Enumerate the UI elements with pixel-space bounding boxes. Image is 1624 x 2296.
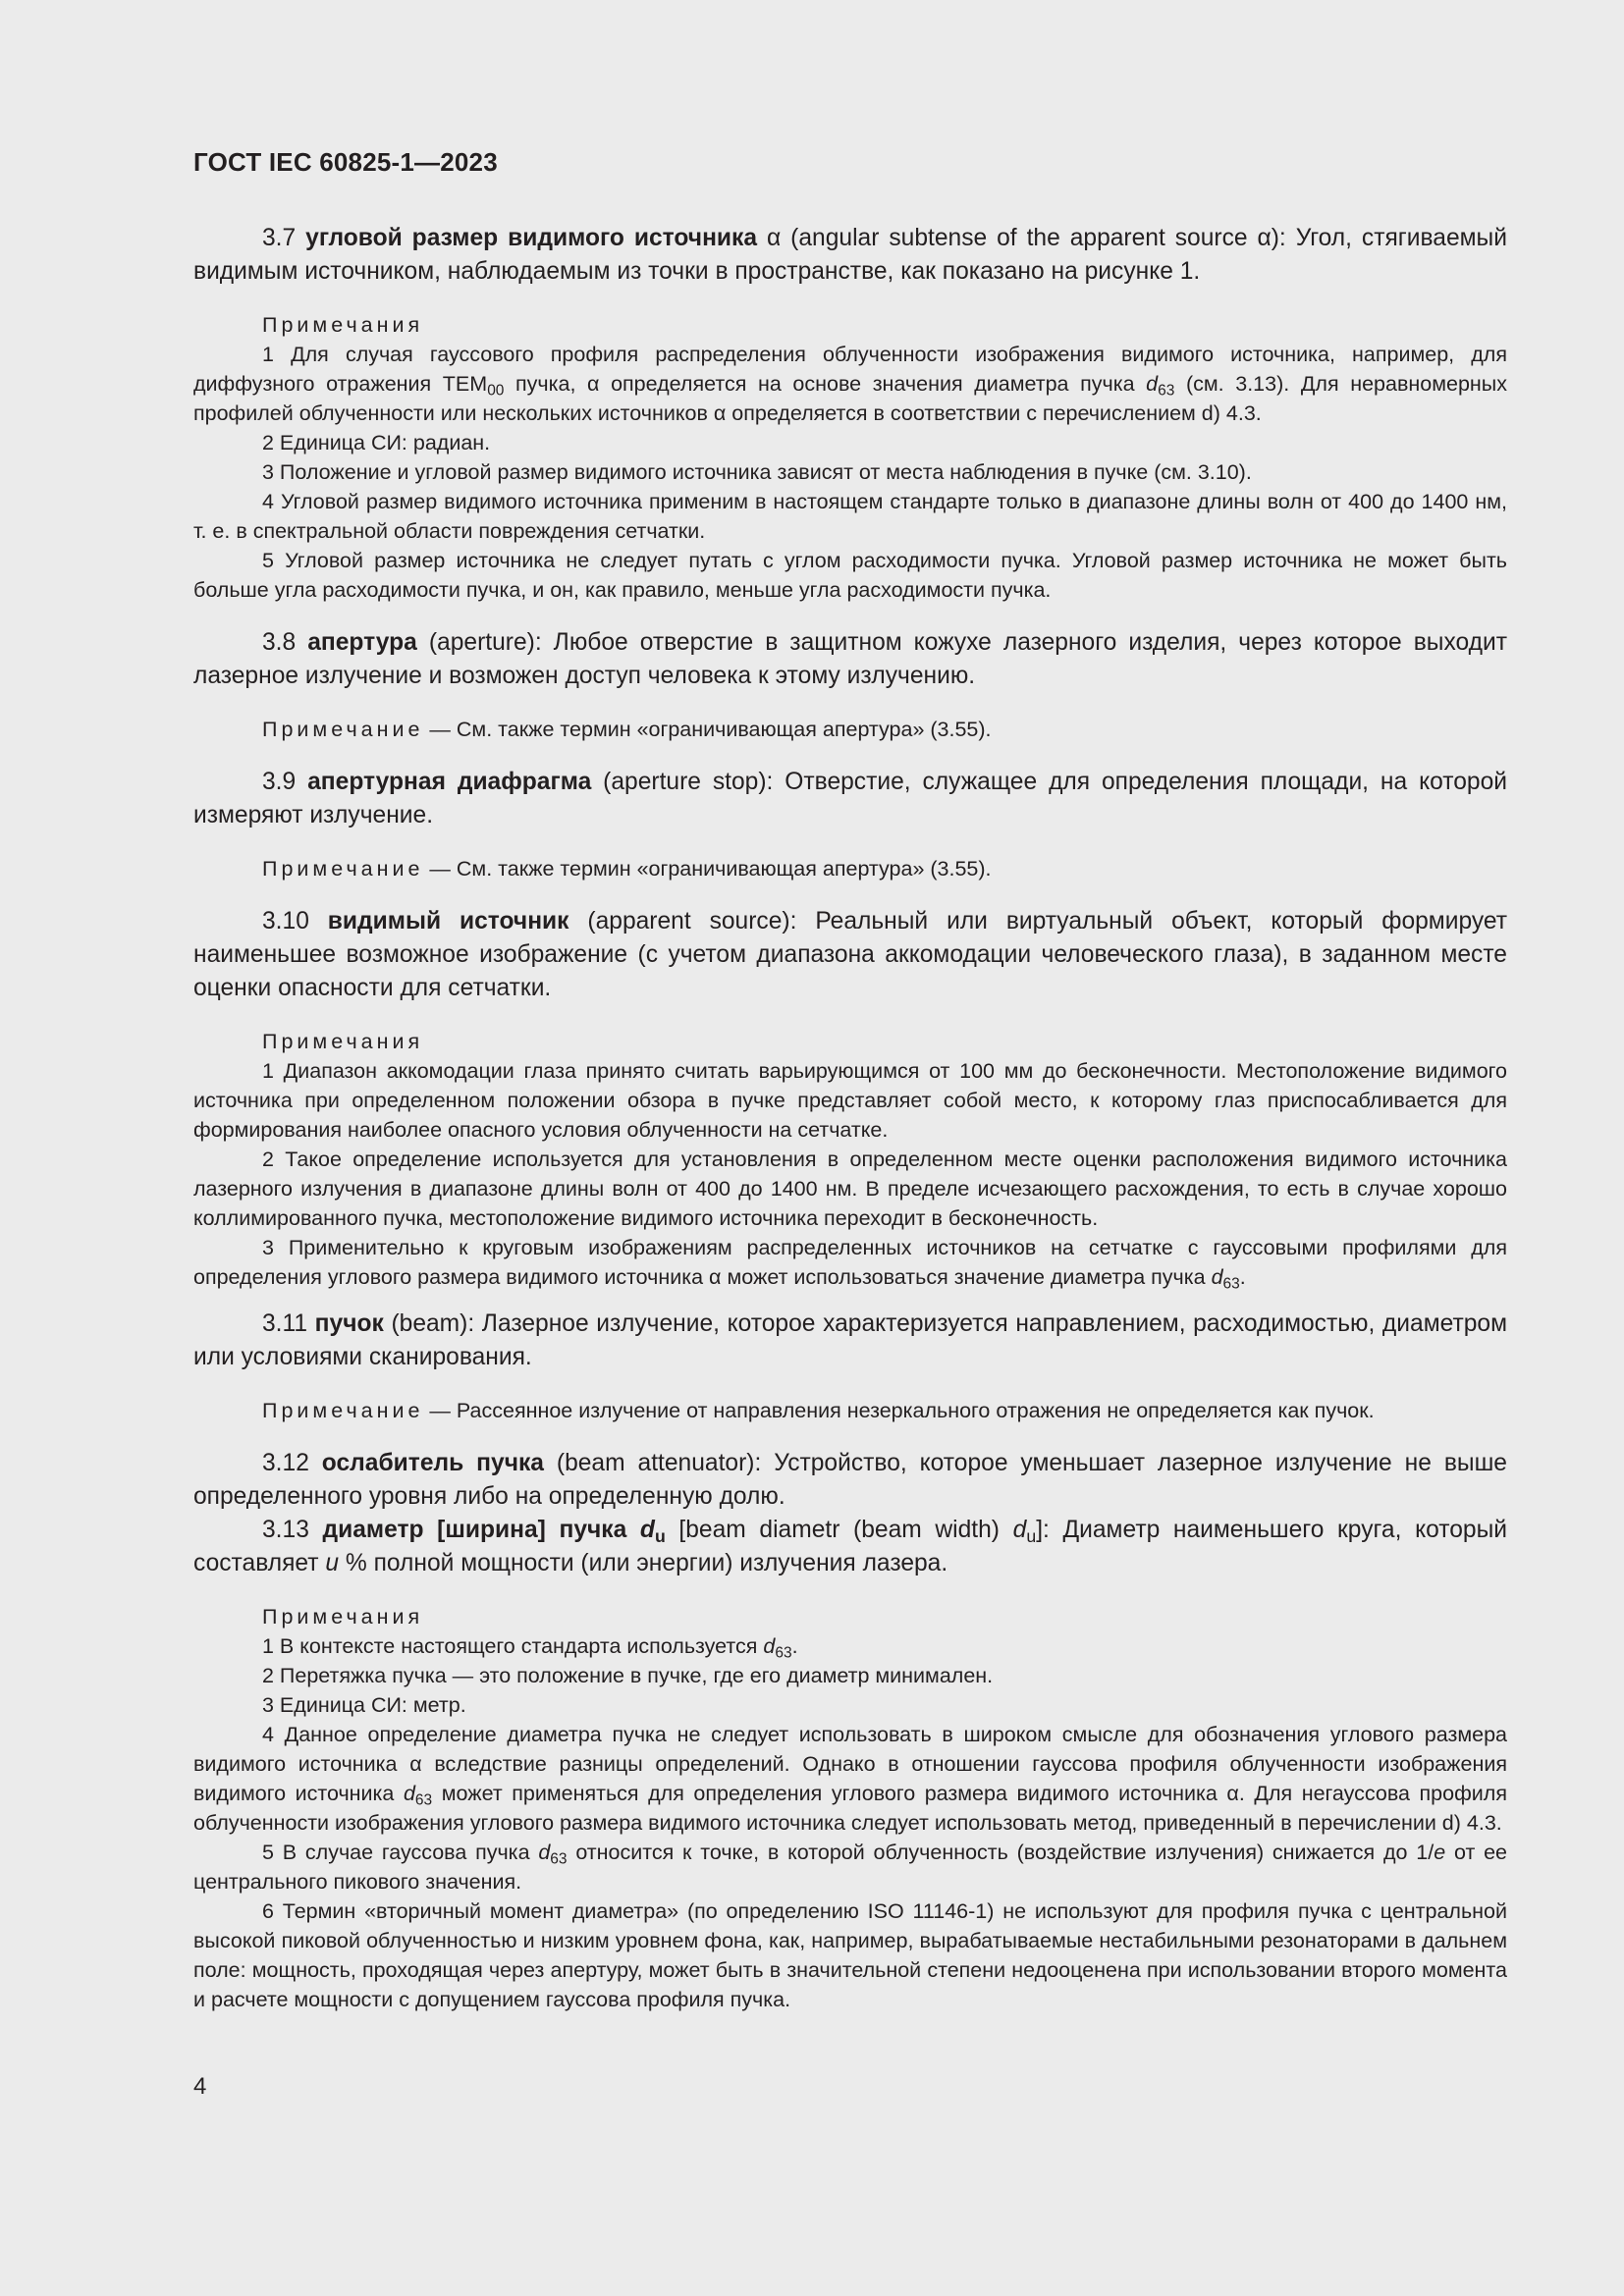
note-3-13-1: 1 В контексте настоящего стандарта используется $d_{63}$. [262, 1634, 798, 1662]
note-3-9: Примечание — См. также термин «ограничивающая апертура» (3.55). [262, 857, 992, 881]
term-title: видимый источник [327, 908, 569, 934]
note-3-13-5: 5 В случае гауссова пучка $d_{63}$ относится к точке, в которой облученность (воздействие излучения) снижается до 1/e от ее центрального пикового значения. [193, 1841, 1508, 1894]
note-3-7-3: 3 Положение и угловой размер видимого источника зависят от места наблюдения в пучке (см. 3.10). [262, 460, 1252, 484]
note-3-13-2: 2 Перетяжка пучка — это положение в пучке, где его диаметр минимален. [262, 1664, 994, 1687]
document-body [193, 222, 1507, 2014]
term-3-7: 3.7 угловой размер видимого источника α (angular subtense of the apparent source α): Угол, стягиваемый видимым источником, наблюдаемым из точки в пространстве, как показано на рисунке 1. [193, 225, 1507, 285]
note-3-11: Примечание — Рассеянное излучение от направления незеркального отражения не определяется как пучок. [262, 1399, 1375, 1422]
note-3-13-3: 3 Единица СИ: метр. [262, 1693, 466, 1717]
page-number: 4 [193, 2073, 207, 2100]
notes-title: Примечания [262, 313, 424, 337]
term-title: апертурная диафрагма [307, 769, 592, 795]
term-3-9: 3.9 апертурная диафрагма (aperture stop): Отверстие, служащее для определения площади, на которой измеряют излучение. [193, 769, 1508, 828]
term-title: диаметр [ширина] пучка $d_u$ [322, 1517, 666, 1546]
term-3-11: 3.11 пучок (beam): Лазерное излучение, которое характеризуется направлением, расходимостью, диаметром или условиями сканирования. [193, 1310, 1507, 1370]
note-3-13-4: 4 Данное определение диаметра пучка не следует использовать в широком смысле для обозначения углового размера видимого источника α вследствие разницы определений. Однако в отношении гауссова профиля облученности изображения видимого источника $d_{63}$ может применяться для определения углового размера видимого источника α. Для негауссова профиля облученности изображения углового размера видимого источника следует использовать метод, приведенный в перечислении d) 4.3. [193, 1723, 1507, 1835]
document-header: ГОСТ IEC 60825-1—2023 [193, 147, 498, 177]
term-title: пучок [314, 1310, 384, 1337]
note-3-10-2: 2 Такое определение используется для установления в определенном месте оценки расположения видимого источника лазерного излучения в диапазоне длины волн от 400 до 1400 нм. В пределе исчезающего расхождения, то есть в случае хорошо коллимированного пучка, местоположение видимого источника переходит в бесконечность. [193, 1148, 1507, 1230]
note-3-8: Примечание — См. также термин «ограничивающая апертура» (3.55). [262, 718, 992, 741]
term-title: апертура [307, 629, 417, 656]
term-3-13: 3.13 диаметр [ширина] пучка $d_u$ [beam diametr (beam width) $d_u$]: Диаметр наименьшего круга, который составляет u % полной мощности (или энергии) излучения лазера. [193, 1517, 1508, 1576]
term-title: ослабитель пучка [321, 1450, 544, 1476]
note-3-7-2: 2 Единица СИ: радиан. [262, 431, 491, 454]
term-3-8: 3.8 апертура (aperture): Любое отверстие в защитном кожухе лазерного изделия, через которое выходит лазерное излучение и возможен доступ человека к этому излучению. [193, 629, 1507, 689]
note-3-7-1: 1 Для случая гауссового профиля распределения облученности изображения видимого источника, например, для диффузного отражения $TEM_{00}$ пучка, α определяется на основе значения диаметра пучка $d_{63}$ (см. 3.13). Для неравномерных профилей облученности или нескольких источников α определяется в соответствии с перечислением d) 4.3. [193, 343, 1507, 425]
note-3-7-4: 4 Угловой размер видимого источника применим в настоящем стандарте только в диапазоне длины волн от 400 до 1400 нм, т. е. в спектральной области повреждения сетчатки. [193, 490, 1507, 543]
note-3-13-6: 6 Термин «вторичный момент диаметра» (по определению ISO 11146-1) не используют для профиля пучка с центральной высокой пиковой облученностью и низким уровнем фона, как, например, вырабатываемые нестабильными резонаторами в дальнем поле: мощность, проходящая через апертуру, может быть в значительной степени недооценена при использовании второго момента и расчете мощности с допущением гауссова профиля пучка. [193, 1899, 1507, 2011]
notes-title: Примечания [262, 1030, 424, 1053]
notes-title: Примечания [262, 1605, 424, 1629]
term-title: угловой размер видимого источника [305, 225, 758, 251]
note-3-7-5: 5 Угловой размер источника не следует путать с углом расходимости пучка. Угловой размер источника не может быть больше угла расходимости пучка, и он, как правило, меньше угла расходимости пучка. [193, 549, 1507, 602]
note-3-10-3: 3 Применительно к круговым изображениям распределенных источников на сетчатке с гауссовыми профилями для определения углового размера видимого источника α может использоваться значение диаметра пучка $d_{63}$. [193, 1236, 1507, 1293]
note-3-10-1: 1 Диапазон аккомодации глаза принято считать варьирующимся от 100 мм до бесконечности. Местоположение видимого источника при определенном положении обзора в пучке представляет собой место, к которому глаз приспосабливается для формирования наиболее опасного условия облученности на сетчатке. [193, 1059, 1507, 1142]
term-3-12: 3.12 ослабитель пучка (beam attenuator): Устройство, которое уменьшает лазерное излучение не выше определенного уровня либо на определенную долю. [193, 1450, 1507, 1510]
term-3-10: 3.10 видимый источник (apparent source): Реальный или виртуальный объект, который формирует наименьшее возможное изображение (с учетом диапазона аккомодации человеческого глаза), в заданном месте оценки опасности для сетчатки. [193, 908, 1508, 1001]
